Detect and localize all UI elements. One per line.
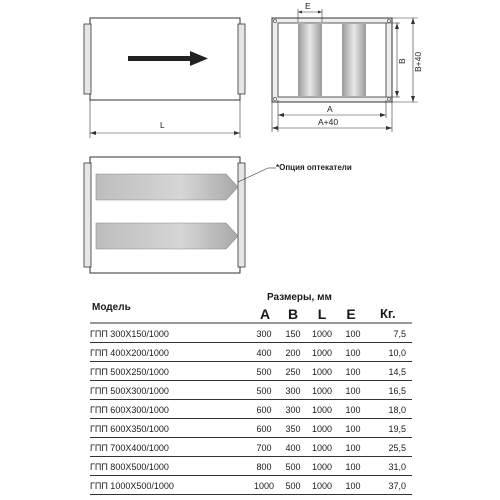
cell-model: ГПП 600X300/1000 bbox=[90, 405, 169, 415]
cell-a: 800 bbox=[256, 462, 272, 472]
cell-l: 1000 bbox=[311, 481, 333, 491]
cell-a: 300 bbox=[256, 329, 272, 339]
cell-b: 500 bbox=[285, 481, 301, 491]
cell-a: 500 bbox=[256, 367, 272, 377]
table-row bbox=[90, 365, 410, 382]
cell-e: 100 bbox=[345, 405, 361, 415]
cell-b: 150 bbox=[285, 329, 301, 339]
cell-kg: 19,5 bbox=[388, 424, 406, 434]
cell-model: ГПП 300X150/1000 bbox=[90, 329, 169, 339]
cell-e: 100 bbox=[345, 386, 361, 396]
table-row bbox=[90, 384, 410, 401]
table-header-sizes: Размеры, мм bbox=[267, 292, 332, 303]
table-row bbox=[90, 479, 410, 496]
cell-a: 400 bbox=[256, 348, 272, 358]
row-divider bbox=[90, 380, 412, 381]
cell-e: 100 bbox=[345, 348, 361, 358]
table-row bbox=[90, 422, 410, 439]
row-divider bbox=[90, 494, 412, 495]
cell-l: 1000 bbox=[311, 443, 333, 453]
cell-e: 100 bbox=[345, 367, 361, 377]
row-divider bbox=[90, 475, 412, 476]
cell-e: 100 bbox=[345, 462, 361, 472]
cell-model: ГПП 500X300/1000 bbox=[90, 386, 169, 396]
cell-b: 400 bbox=[285, 443, 301, 453]
front-view bbox=[272, 1, 423, 132]
cell-e: 100 bbox=[345, 481, 361, 491]
table-header-model: Модель bbox=[92, 302, 131, 313]
cell-a: 700 bbox=[256, 443, 272, 453]
table-row bbox=[90, 403, 410, 420]
cell-kg: 14,5 bbox=[388, 367, 406, 377]
cell-a: 1000 bbox=[253, 481, 275, 491]
row-divider bbox=[90, 342, 412, 343]
cell-b: 300 bbox=[285, 405, 301, 415]
cell-kg: 7,5 bbox=[393, 329, 406, 339]
cell-kg: 16,5 bbox=[388, 386, 406, 396]
cell-a: 600 bbox=[256, 405, 272, 415]
dim-E-label: E bbox=[305, 1, 311, 11]
cell-e: 100 bbox=[345, 329, 361, 339]
cell-kg: 31,0 bbox=[388, 462, 406, 472]
cell-kg: 25,5 bbox=[388, 443, 406, 453]
fairing-lower bbox=[96, 223, 238, 249]
cell-kg: 37,0 bbox=[388, 481, 406, 491]
table-row bbox=[90, 460, 410, 477]
cell-model: ГПП 600X350/1000 bbox=[90, 424, 169, 434]
cell-model: ГПП 1000X500/1000 bbox=[90, 481, 174, 491]
cell-kg: 18,0 bbox=[388, 405, 406, 415]
dim-A40-label: A+40 bbox=[318, 117, 339, 127]
table-row bbox=[90, 441, 410, 458]
fairing-note: *Опция оптекатели bbox=[276, 163, 352, 172]
dim-B-label: B bbox=[397, 58, 407, 64]
table-header-A: A bbox=[259, 306, 271, 322]
cell-model: ГПП 400X200/1000 bbox=[90, 348, 169, 358]
fairing-upper bbox=[96, 174, 238, 200]
table-row bbox=[90, 327, 410, 344]
table-header-L: L bbox=[317, 306, 327, 322]
cell-l: 1000 bbox=[311, 424, 333, 434]
cell-l: 1000 bbox=[311, 386, 333, 396]
cell-model: ГПП 700X400/1000 bbox=[90, 443, 169, 453]
cell-e: 100 bbox=[345, 424, 361, 434]
table-header-kg: Кг. bbox=[380, 306, 396, 321]
row-divider bbox=[90, 399, 412, 400]
cell-l: 1000 bbox=[311, 348, 333, 358]
row-divider bbox=[90, 418, 412, 419]
dim-A-label: A bbox=[327, 104, 333, 114]
cell-kg: 10,0 bbox=[388, 348, 406, 358]
cell-l: 1000 bbox=[311, 462, 333, 472]
row-divider bbox=[90, 456, 412, 457]
cell-b: 250 bbox=[285, 367, 301, 377]
cell-model: ГПП 800X500/1000 bbox=[90, 462, 169, 472]
table-row bbox=[90, 346, 410, 363]
cell-model: ГПП 500X250/1000 bbox=[90, 367, 169, 377]
cell-b: 350 bbox=[285, 424, 301, 434]
cell-e: 100 bbox=[345, 443, 361, 453]
cell-b: 300 bbox=[285, 386, 301, 396]
row-divider bbox=[90, 361, 412, 362]
cell-b: 500 bbox=[285, 462, 301, 472]
cell-a: 600 bbox=[256, 424, 272, 434]
table-header-E: E bbox=[346, 306, 356, 322]
table-header-B: B bbox=[287, 306, 299, 322]
dim-L-label: L bbox=[160, 120, 165, 130]
cell-l: 1000 bbox=[311, 367, 333, 377]
cell-a: 500 bbox=[256, 386, 272, 396]
cell-l: 1000 bbox=[311, 405, 333, 415]
airflow-arrow-icon bbox=[128, 51, 208, 66]
dim-B40-label: B+40 bbox=[413, 51, 423, 72]
cell-l: 1000 bbox=[311, 329, 333, 339]
fairing-view bbox=[84, 157, 276, 273]
side-view bbox=[84, 18, 245, 138]
row-divider bbox=[90, 437, 412, 438]
cell-b: 200 bbox=[285, 348, 301, 358]
